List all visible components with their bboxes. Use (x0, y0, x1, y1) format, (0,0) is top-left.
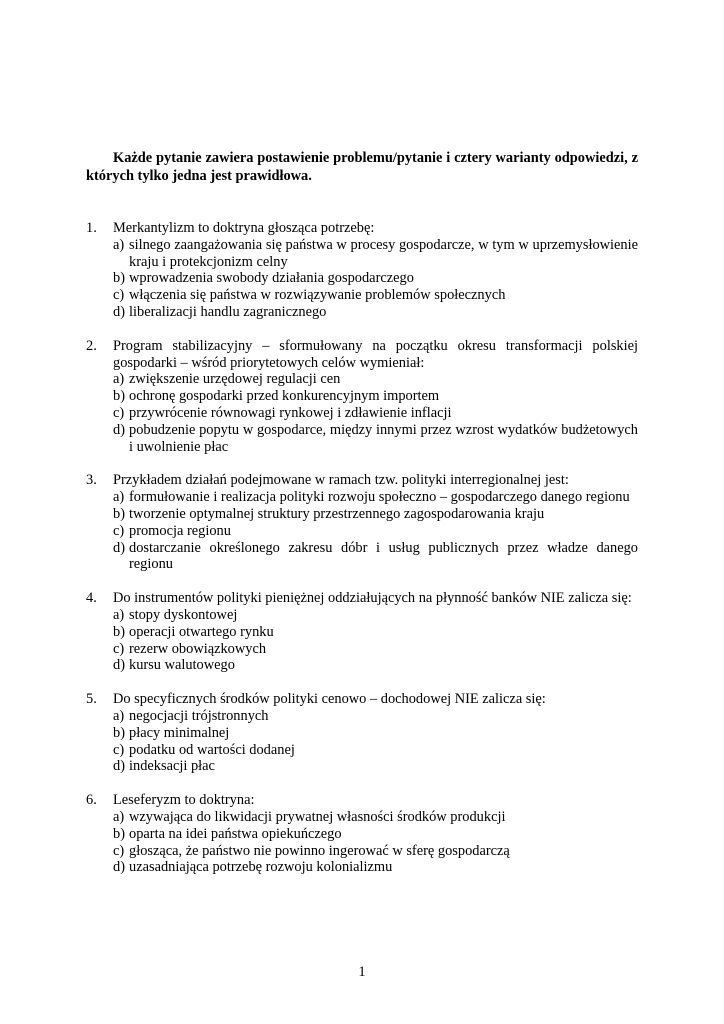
answer-option (86, 607, 638, 624)
question-5 (86, 691, 638, 775)
answer-letter: d) (113, 859, 125, 876)
answer-letter: c) (113, 842, 125, 859)
answer-option (86, 758, 638, 775)
question-2 (86, 338, 638, 456)
answer-option (86, 270, 638, 287)
answer-text: wzywająca do likwidacji prywatnej własności środków produkcji (129, 808, 506, 825)
question-text: Program stabilizacyjny – sformułowany na początku okresu transformacji polskiej gospodarki – wśród priorytetowych celów wymieniał: (113, 337, 638, 371)
answer-text: stopy dyskontowej (129, 606, 238, 623)
answer-option (86, 859, 638, 876)
answer-option (86, 826, 638, 843)
answer-option (86, 237, 638, 271)
answer-letter: a) (113, 707, 125, 724)
answer-text: włączenia się państwa w rozwiązywanie problemów społecznych (129, 287, 506, 304)
answer-letter: a) (113, 808, 125, 825)
question-text: Merkantylizm to doktryna głosząca potrzebę: (113, 220, 375, 236)
answer-option (86, 742, 638, 759)
answer-option (86, 304, 638, 321)
answer-list (86, 237, 638, 321)
answer-text: indeksacji płac (129, 758, 215, 775)
answer-list (86, 371, 638, 455)
answer-letter: a) (113, 489, 125, 506)
instructions: Każde pytanie zawiera postawienie problemu/pytanie i cztery warianty odpowiedzi, z których tylko jedna jest prawidłowa. (86, 150, 638, 184)
answer-option (86, 657, 638, 674)
question-stem (86, 338, 638, 372)
answer-letter: d) (113, 303, 125, 320)
answer-option (86, 489, 638, 506)
answer-option (86, 422, 638, 456)
answer-text: negocjacji trójstronnych (129, 707, 269, 724)
answer-text: przywrócenie równowagi rynkowej i zdławienie inflacji (129, 404, 452, 421)
question-1 (86, 220, 638, 321)
answer-text: pobudzenie popytu w gospodarce, między innymi przez wzrost wydatków budżetowych i uwolnienie płac (129, 421, 638, 455)
answer-text: oparta na idei państwa opiekuńczego (129, 825, 342, 842)
question-number: 3. (86, 472, 97, 489)
answer-list (86, 809, 638, 876)
answer-text: uzasadniająca potrzebę rozwoju kolonializmu (129, 859, 393, 876)
answer-text: głosząca, że państwo nie powinno ingerować w sferę gospodarczą (129, 842, 510, 859)
question-text: Przykładem działań podejmowane w ramach tzw. polityki interregionalnej jest: (113, 472, 569, 489)
answer-option (86, 843, 638, 860)
question-stem (86, 792, 638, 809)
answer-list (86, 708, 638, 775)
question-text: Do instrumentów polityki pieniężnej oddziałujących na płynność banków NIE zalicza się: (113, 590, 632, 607)
answer-text: operacji otwartego rynku (129, 623, 274, 640)
answer-text: rezerw obowiązkowych (129, 640, 267, 657)
answer-letter: b) (113, 724, 125, 741)
answer-list (86, 489, 638, 573)
answer-letter: a) (113, 371, 125, 388)
question-6 (86, 792, 638, 876)
answer-text: ochronę gospodarki przed konkurencyjnym importem (129, 388, 440, 405)
answer-letter: d) (113, 758, 125, 775)
answer-option (86, 287, 638, 304)
question-number: 2. (86, 337, 97, 354)
answer-text: silnego zaangażowania się państwa w procesy gospodarcze, w tym w uprzemysłowienie kraju i protekcjonizm celny (129, 236, 638, 270)
question-3 (86, 472, 638, 573)
answer-letter: b) (113, 623, 125, 640)
question-number: 4. (86, 590, 97, 607)
answer-letter: b) (113, 825, 125, 842)
answer-letter: a) (113, 606, 125, 623)
answer-letter: b) (113, 505, 125, 522)
question-stem (86, 691, 638, 708)
answer-option (86, 405, 638, 422)
answer-option (86, 624, 638, 641)
answer-text: płacy minimalnej (129, 724, 230, 741)
answer-option (86, 809, 638, 826)
answer-option (86, 371, 638, 388)
question-text: Do specyficznych środków polityki cenowo – dochodowej NIE zalicza się: (113, 691, 546, 708)
answer-option (86, 540, 638, 574)
answer-letter: c) (113, 287, 125, 304)
answer-letter: c) (113, 741, 125, 758)
answer-letter: d) (113, 421, 125, 438)
answer-letter: c) (113, 404, 125, 421)
question-stem (86, 472, 638, 489)
answer-letter: a) (113, 236, 125, 253)
answer-option (86, 725, 638, 742)
answer-option (86, 523, 638, 540)
answer-letter: c) (113, 522, 125, 539)
answer-text: tworzenie optymalnej struktury przestrzennego zagospodarowania kraju (129, 505, 545, 522)
answer-text: zwiększenie urzędowej regulacji cen (129, 371, 341, 388)
question-number: 6. (86, 792, 97, 809)
answer-option (86, 641, 638, 658)
answer-text: wprowadzenia swobody działania gospodarczego (129, 270, 414, 287)
page-number: 1 (358, 964, 366, 980)
answer-option (86, 506, 638, 523)
answer-letter: d) (113, 539, 125, 556)
answer-text: liberalizacji handlu zagranicznego (129, 303, 327, 320)
answer-text: formułowanie i realizacja polityki rozwoju społeczno – gospodarczego danego regionu (129, 489, 630, 506)
answer-option (86, 708, 638, 725)
question-stem (86, 590, 638, 607)
answer-text: dostarczanie określonego zakresu dóbr i usług publicznych przez władze danego regionu (129, 539, 638, 573)
answer-option (86, 388, 638, 405)
question-list (86, 220, 638, 893)
question-4 (86, 590, 638, 674)
question-number: 5. (86, 691, 97, 708)
answer-list (86, 607, 638, 674)
answer-text: promocja regionu (129, 522, 231, 539)
question-stem (86, 220, 638, 237)
answer-letter: b) (113, 270, 125, 287)
question-text: Leseferyzm to doktryna: (113, 792, 255, 809)
answer-text: podatku od wartości dodanej (129, 741, 295, 758)
answer-letter: b) (113, 388, 125, 405)
question-number: 1. (86, 220, 97, 236)
answer-letter: d) (113, 657, 125, 674)
answer-text: kursu walutowego (129, 657, 235, 674)
answer-letter: c) (113, 640, 125, 657)
